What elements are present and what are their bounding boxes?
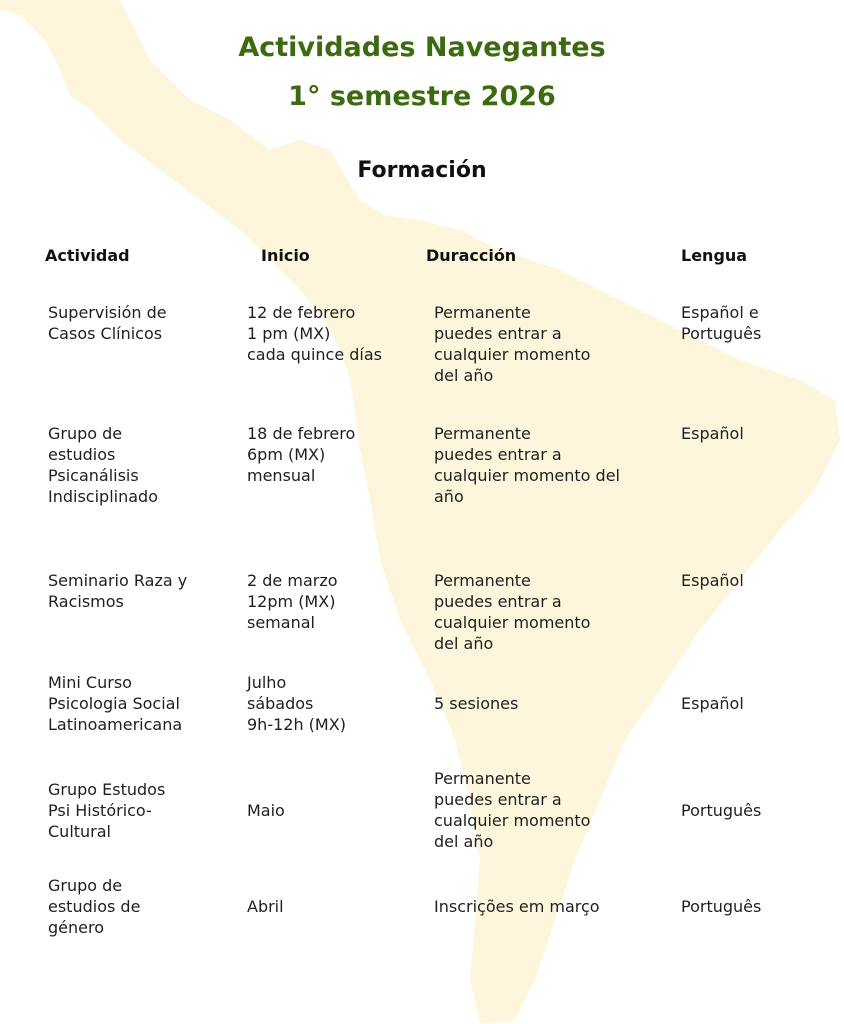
table-cell-actividad: Seminario Raza y Racismos [48, 571, 188, 611]
page-title: Actividades Navegantes [238, 32, 606, 63]
table-cell-inicio: 2 de marzo 12pm (MX) semanal [247, 571, 338, 632]
table-cell-inicio: 18 de febrero 6pm (MX) mensual [247, 424, 356, 485]
table-cell-actividad: Grupo Estudos Psi Histórico- Cultural [48, 780, 166, 841]
col-header-lengua: Lengua [681, 246, 748, 265]
table-cell-lengua: Español [681, 694, 744, 713]
table-cell-lengua: Español e Português [681, 303, 762, 343]
table-cell-lengua: Português [681, 801, 762, 820]
table-cell-actividad: Grupo de estudios Psicanálisis Indisciplinado [48, 424, 158, 506]
table-cell-duracion: Permanente puedes entrar a cualquier momento del año [434, 303, 591, 385]
col-header-actividad: Actividad [45, 246, 130, 265]
table-cell-duracion: Permanente puedes entrar a cualquier momento del año [434, 571, 591, 653]
table-cell-inicio: 12 de febrero 1 pm (MX) cada quince días [247, 303, 382, 364]
page-subtitle: 1° semestre 2026 [288, 81, 556, 112]
table-cell-duracion: Permanente puedes entrar a cualquier momento del año [434, 424, 620, 506]
table-cell-actividad: Grupo de estudios de género [48, 876, 141, 937]
table-cell-duracion: Permanente puedes entrar a cualquier momento del año [434, 769, 591, 851]
table-cell-duracion: 5 sesiones [434, 694, 519, 713]
col-header-inicio: Inicio [261, 246, 310, 265]
table-cell-actividad: Supervisión de Casos Clínicos [48, 303, 167, 343]
table-cell-duracion: Inscrições em março [434, 897, 600, 916]
table-cell-actividad: Mini Curso Psicologia Social Latinoamericana [48, 673, 183, 734]
table-cell-lengua: Español [681, 424, 744, 443]
section-heading: Formación [357, 158, 487, 183]
table-cell-lengua: Español [681, 571, 744, 590]
table-cell-inicio: Maio [247, 801, 285, 820]
table-cell-inicio: Julho sábados 9h-12h (MX) [247, 673, 346, 734]
table-cell-inicio: Abril [247, 897, 284, 916]
table-cell-lengua: Português [681, 897, 762, 916]
col-header-duracion: Duracción [426, 246, 517, 265]
